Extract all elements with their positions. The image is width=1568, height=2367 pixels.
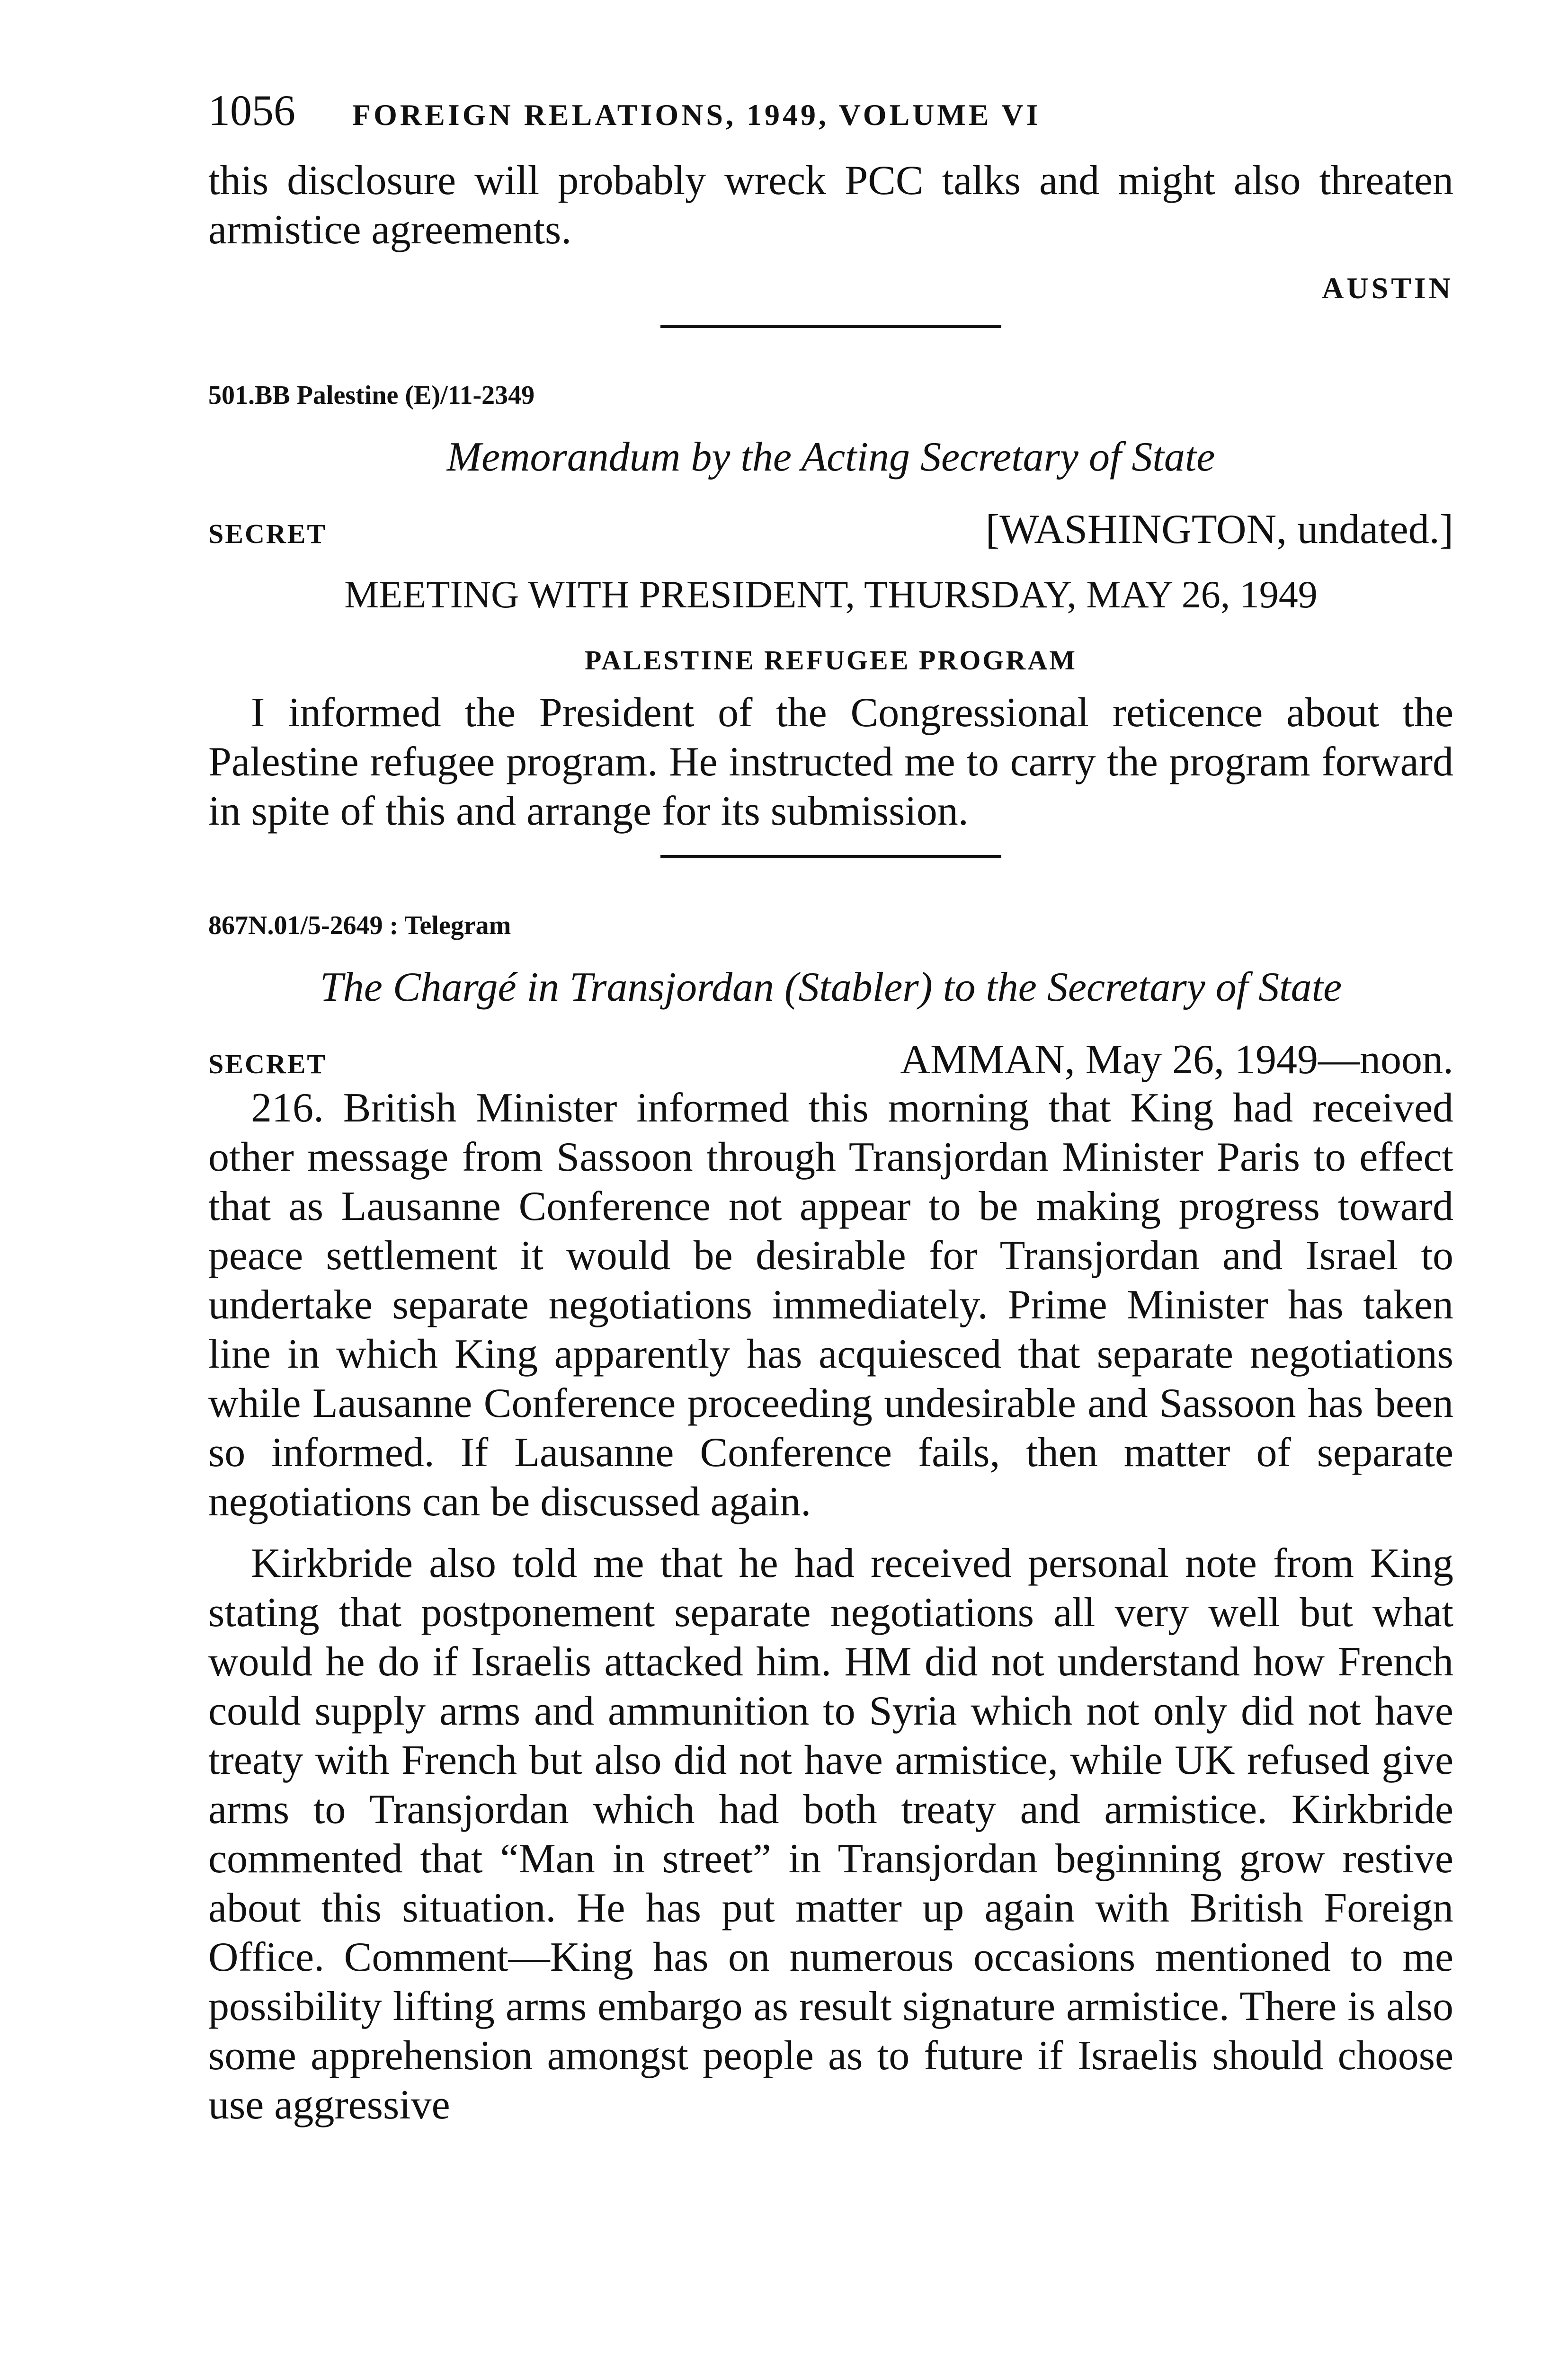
telegram-paragraph: Kirkbride also told me that he had received personal note from King stating that postponement separate negotiations all very well but what would he do if Israelis attacked him. HM did not understand how French could supply arms and ammunition to Syria which not only did not have treaty with French but also did not have armistice, while UK refused give arms to Transjordan which had both treaty and armistice. Kirkbride commented that “Man in street” in Transjordan beginning grow restive about this situation. He has put matter up again with British Foreign Office. Comment—King has on numerous occasions mentioned to me possibility lifting arms embargo as result signature armistice. There is also some apprehension amongst people as to future if Israelis should choose use aggressive [208, 1540, 1453, 2128]
continuation-paragraph: this disclosure will probably wreck PCC talks and might also threaten armistice agreements. [208, 158, 1453, 253]
document-page [208, 85, 1453, 2130]
place-date: [WASHINGTON, undated.] [985, 507, 1453, 552]
section-divider [660, 325, 1001, 328]
memo-paragraph: I informed the President of the Congressional reticence about the Palestine refugee program. He instructed me to carry the program forward in spite of this and arrange for its submission. [208, 690, 1453, 834]
document-title: The Chargé in Transjordan (Stabler) to the Secretary of State [320, 964, 1342, 1010]
place-date: AMMAN, May 26, 1949—noon. [900, 1037, 1453, 1083]
classification-label: SECRET [208, 1049, 327, 1079]
classification-label: SECRET [208, 518, 327, 549]
section-divider [660, 855, 1001, 858]
meeting-heading: MEETING WITH PRESIDENT, THURSDAY, MAY 26, 1949 [344, 573, 1318, 616]
subject-heading: PALESTINE REFUGEE PROGRAM [585, 645, 1077, 676]
classification-line [208, 506, 1453, 553]
page-header [208, 85, 1453, 156]
document-title: Memorandum by the Acting Secretary of State [446, 434, 1215, 480]
signature: AUSTIN [1322, 271, 1453, 305]
running-head: FOREIGN RELATIONS, 1949, VOLUME VI [352, 98, 1041, 132]
file-reference: 867N.01/5-2649 : Telegram [208, 911, 511, 940]
classification-line [208, 1036, 1453, 1084]
telegram-paragraph: 216. British Minister informed this morning that King had received other message from Sassoon through Transjordan Minister Paris to effect that as Lausanne Conference not appear to be making progress toward peace settlement it would be desirable for Transjordan and Israel to undertake separate negotiations immediately. Prime Minister has taken line in which King apparently has acquiesced that separate negotiations while Lausanne Conference proceeding undesirable and Sassoon has been so informed. If Lausanne Conference fails, then matter of separate negotiations can be discussed again. [208, 1085, 1453, 1525]
page-number: 1056 [208, 86, 295, 134]
file-reference: 501.BB Palestine (E)/11-2349 [208, 381, 535, 410]
